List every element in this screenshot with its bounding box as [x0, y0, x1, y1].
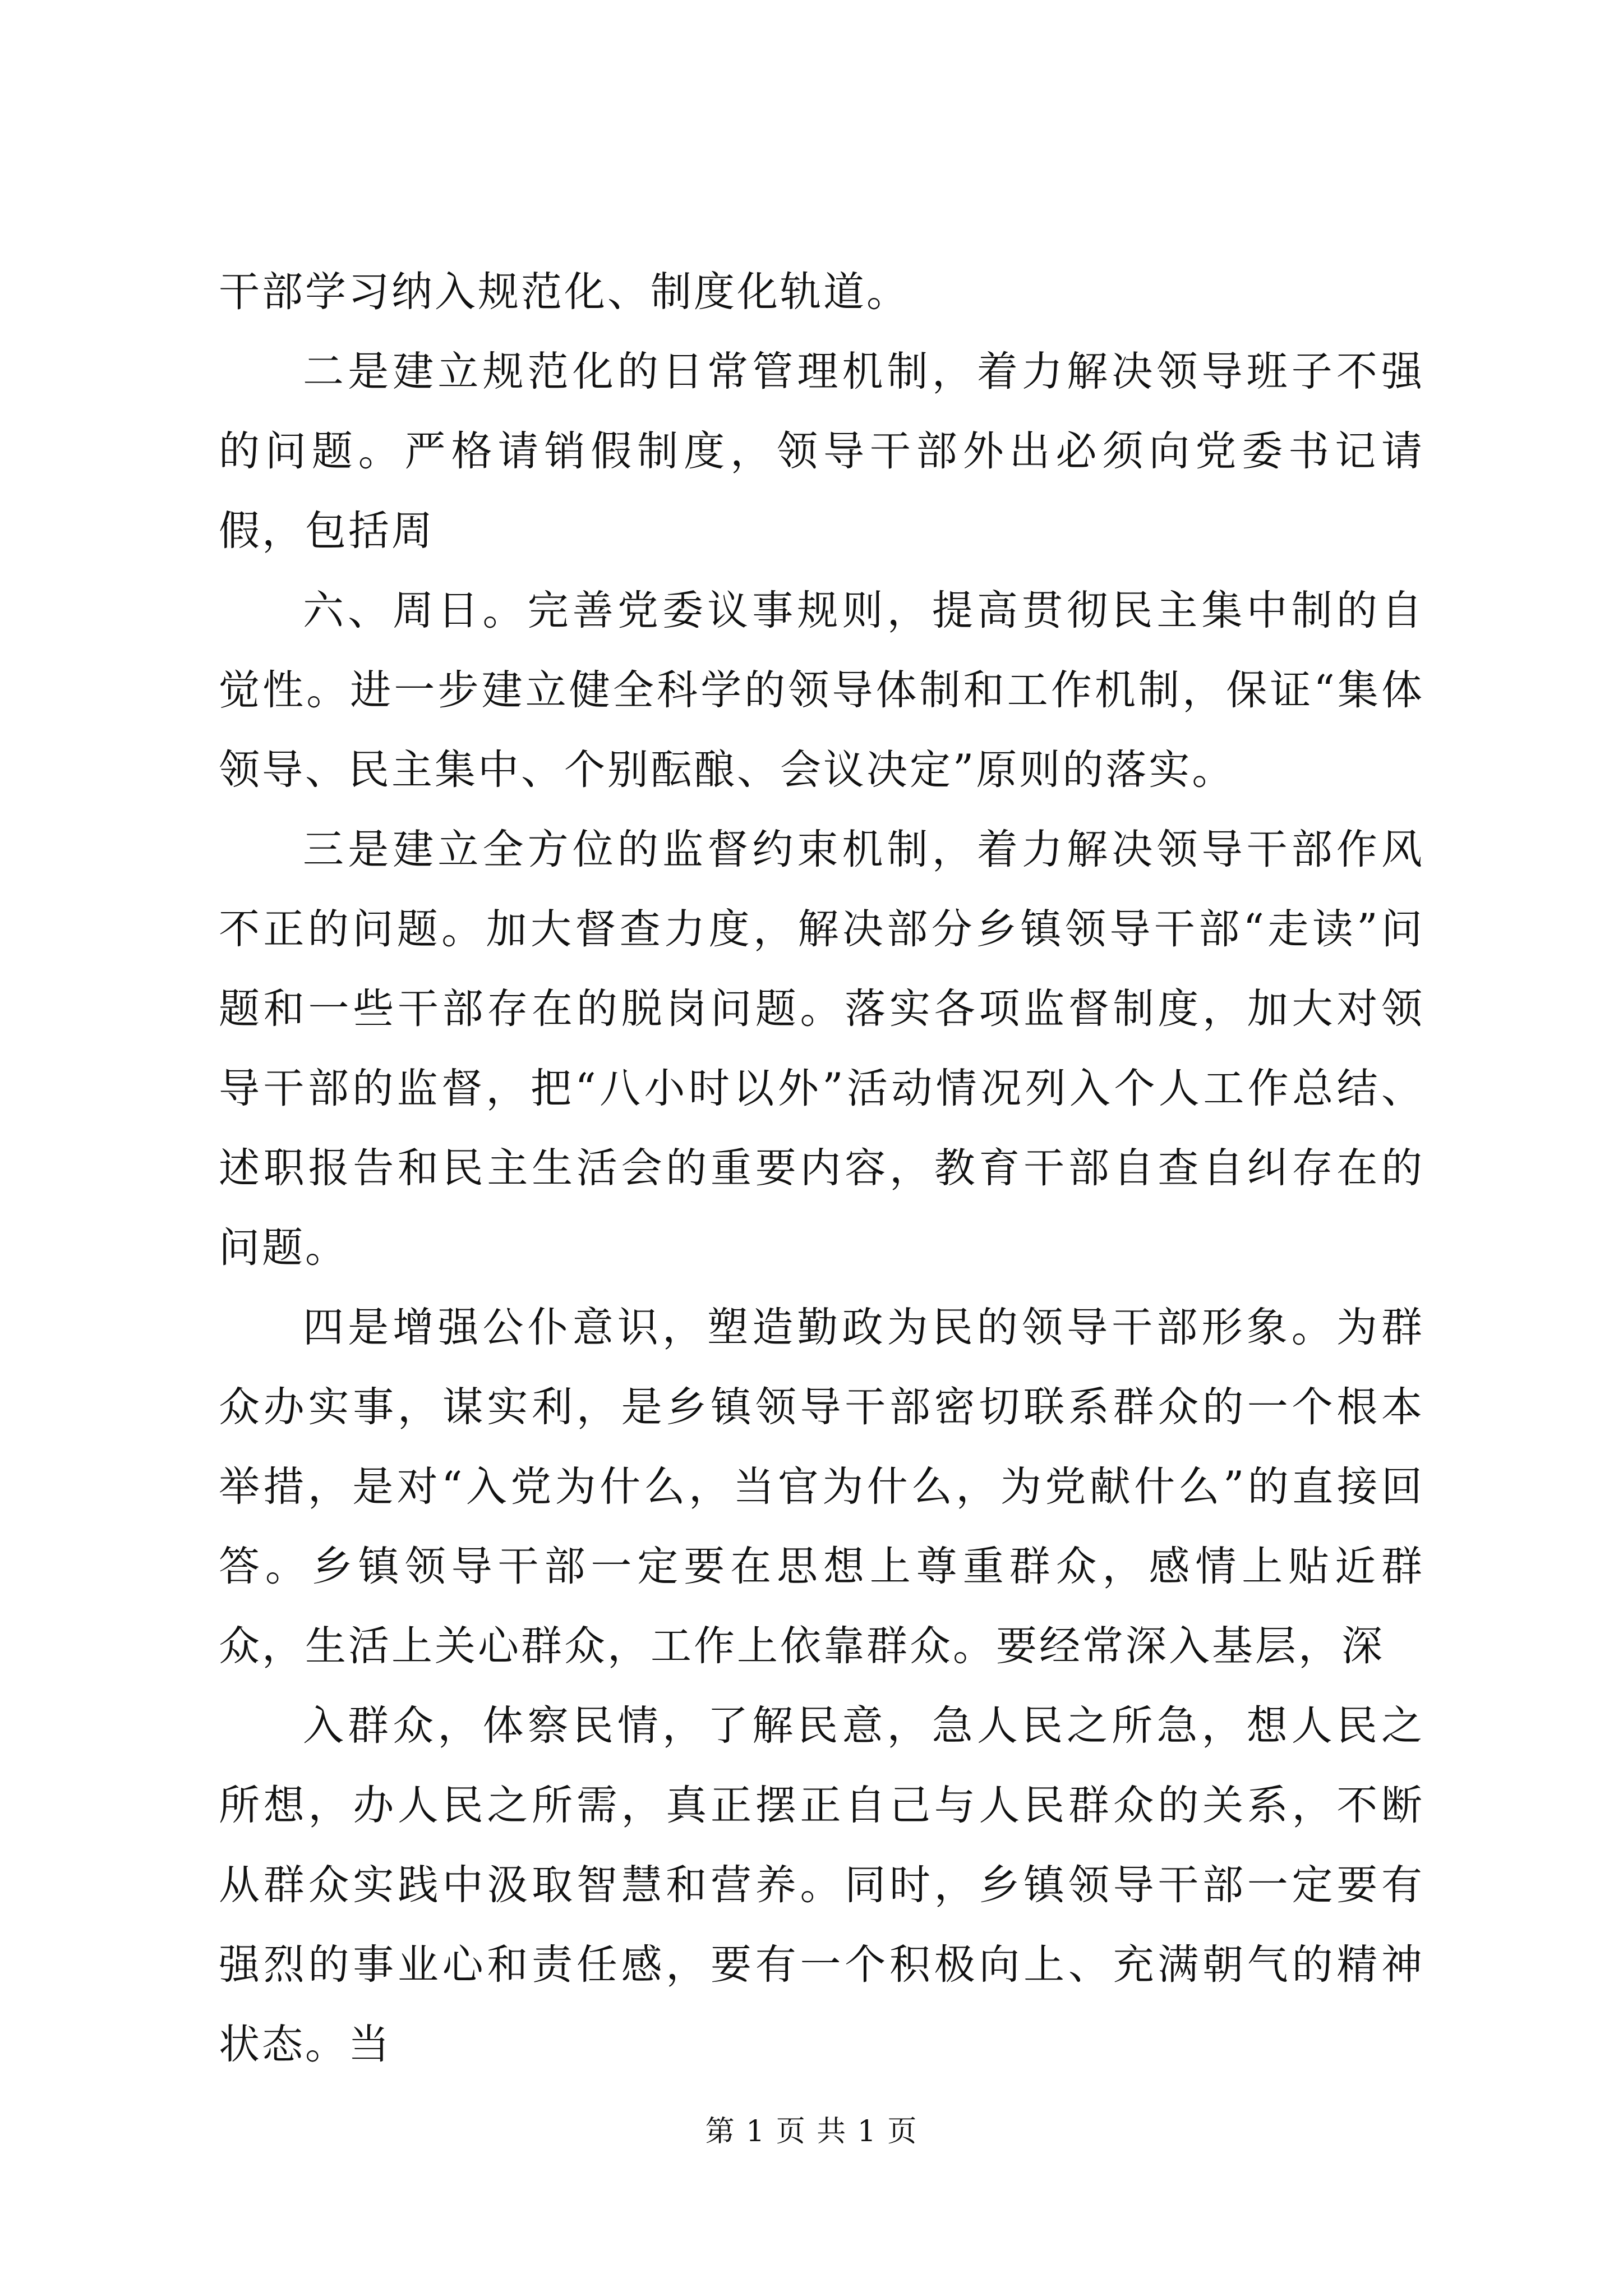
- paragraph-2: 二是建立规范化的日常管理机制，着力解决领导班子不强的问题。严格请销假制度，领导干部外出必须向党委书记请假，包括周: [219, 348, 1424, 555]
- paragraph-5: 四是增强公仆意识，塑造勤政为民的领导干部形象。为群众办实事，谋实利，是乡镇领导干部密切联系群众的一个根本举措，是对“入党为什么，当官为什么，为党献什么”的直接回答。乡镇领导干部一定要在思想上尊重群众，感情上贴近群众，生活上关心群众，工作上依靠群众。要经常深入基层，深: [219, 1304, 1424, 1670]
- paragraph-4: 三是建立全方位的监督约束机制，着力解决领导干部作风不正的问题。加大督查力度，解决部分乡镇领导干部“走读”问题和一些干部存在的脱岗问题。落实各项监督制度，加大对领导干部的监督，把“八小时以外”活动情况列入个人工作总结、述职报告和民主生活会的重要内容，教育干部自查自纠存在的问题。: [219, 826, 1424, 1272]
- page-footer: 第 1 页 共 1 页: [705, 2115, 918, 2148]
- paragraph-1: 干部学习纳入规范化、制度化轨道。: [219, 268, 910, 316]
- paragraph-3: 六、周日。完善党委议事规则，提高贯彻民主集中制的自觉性。进一步建立健全科学的领导体制和工作机制，保证“集体领导、民主集中、个别酝酿、会议决定”原则的落实。: [219, 587, 1424, 794]
- paragraph-6: 入群众，体察民情，了解民意，急人民之所急，想人民之所想，办人民之所需，真正摆正自己与人民群众的关系，不断从群众实践中汲取智慧和营养。同时，乡镇领导干部一定要有强烈的事业心和责任感，要有一个积极向上、充满朝气的精神状态。当: [219, 1702, 1424, 2068]
- document-body: [219, 252, 1424, 2085]
